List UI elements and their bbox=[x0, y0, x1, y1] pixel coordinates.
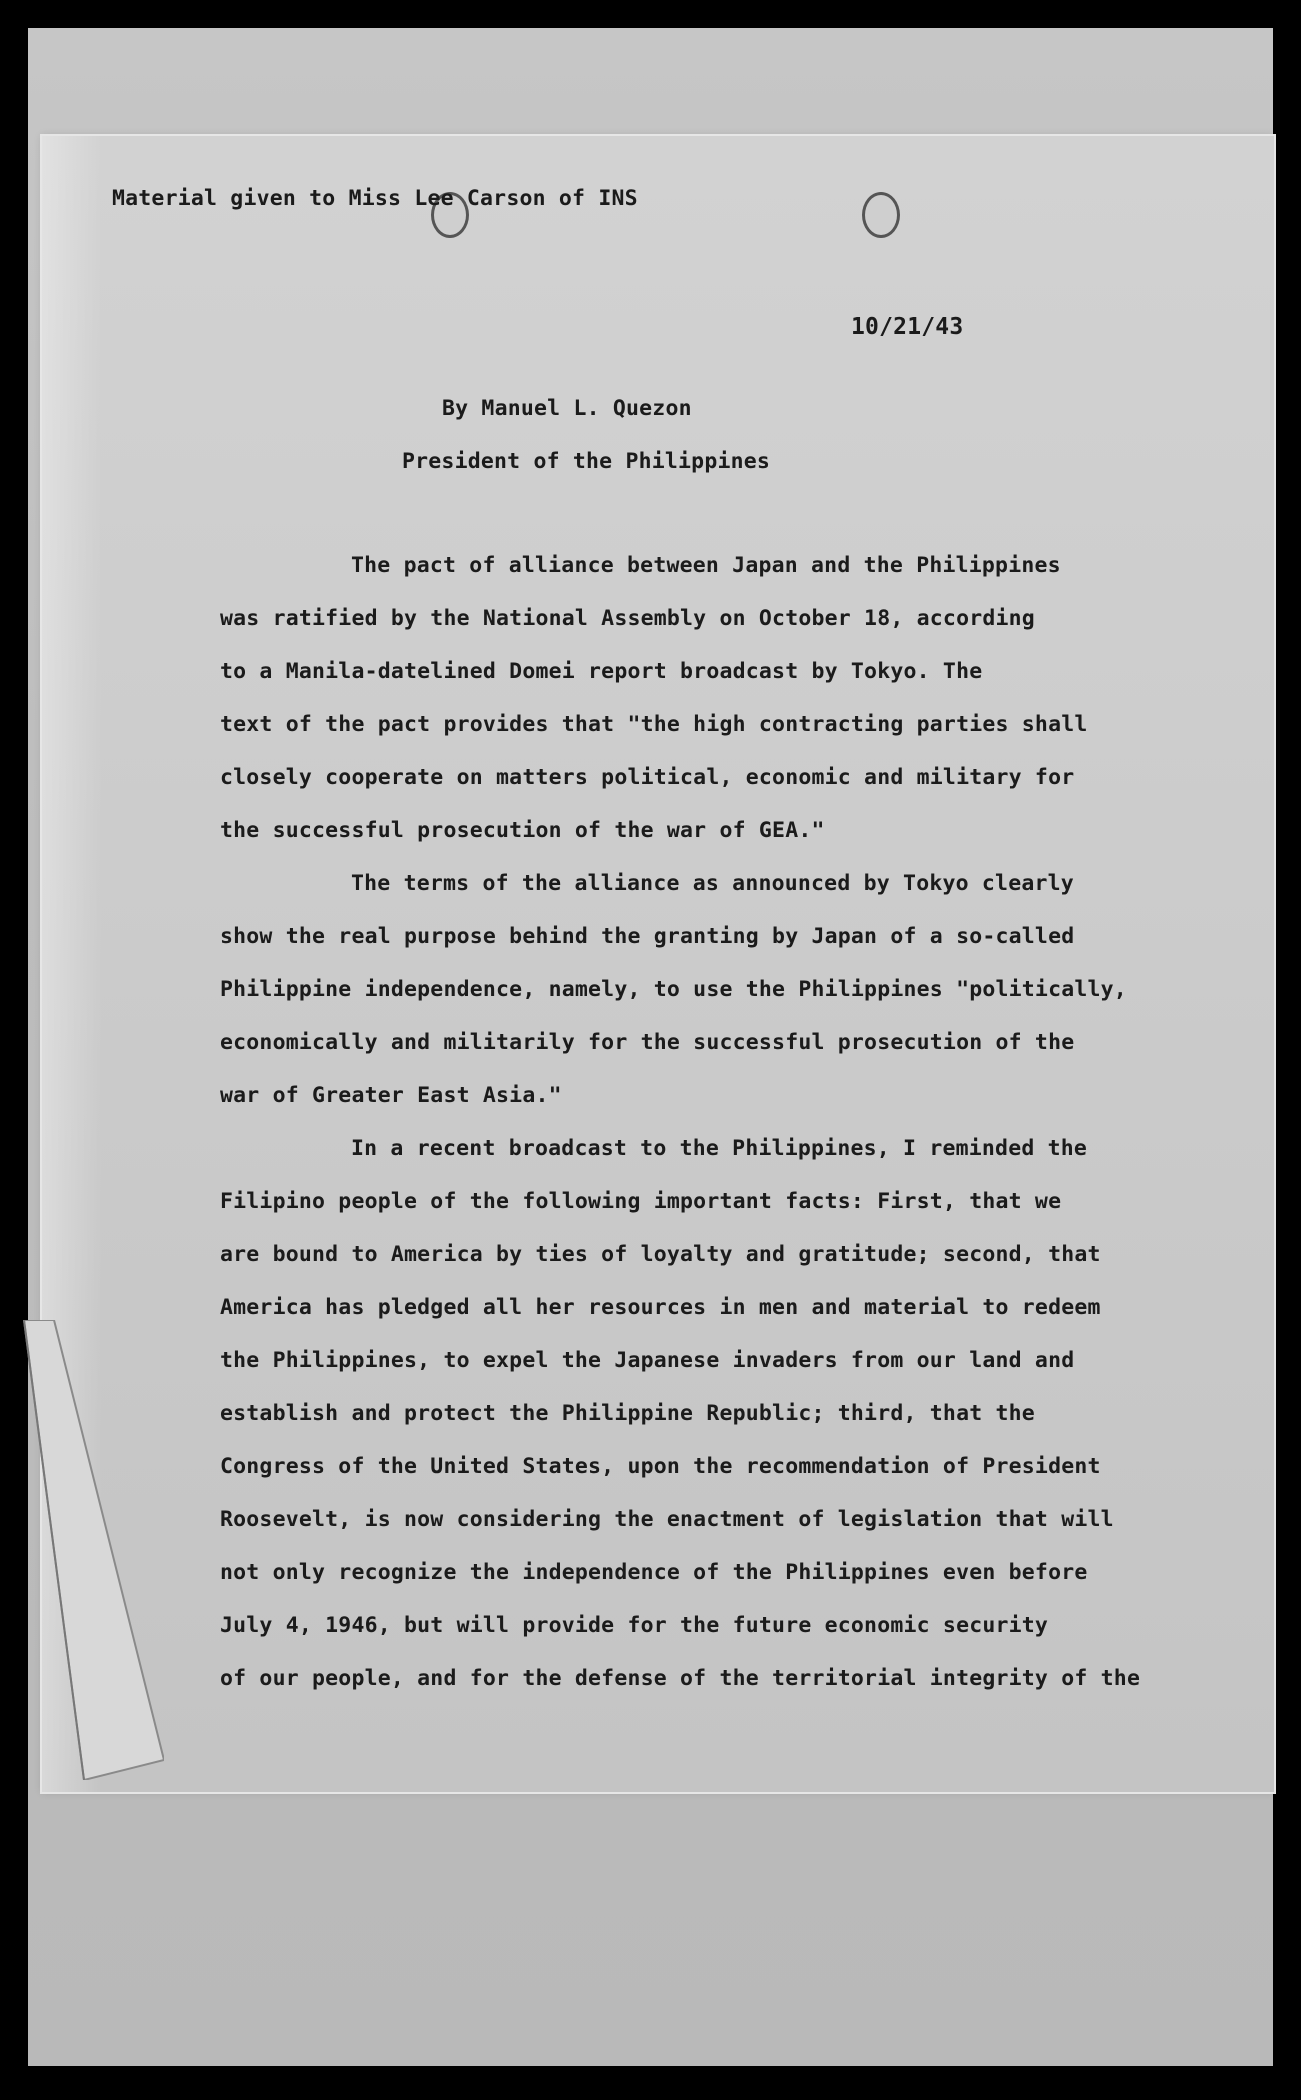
paragraph-1-line-4: text of the pact provides that "the high contracting parties shall bbox=[220, 712, 1088, 737]
paragraph-3-line-1: In a recent broadcast to the Philippines, I reminded the bbox=[351, 1136, 1088, 1161]
paragraph-2-line-3: Philippine independence, namely, to use the Philippines "politically, bbox=[220, 977, 1127, 1002]
author-title: President of the Philippines bbox=[402, 449, 771, 474]
header-note: Material given to Miss Lee Carson of INS bbox=[112, 186, 638, 211]
paragraph-2-line-4: economically and militarily for the successful prosecution of the bbox=[220, 1030, 1075, 1055]
paragraph-1-line-1: The pact of alliance between Japan and the Philippines bbox=[351, 553, 1061, 578]
document-date: 10/21/43 bbox=[851, 314, 964, 340]
paragraph-3-line-5: the Philippines, to expel the Japanese invaders from our land and bbox=[220, 1348, 1075, 1373]
paragraph-3-line-9: not only recognize the independence of the Philippines even before bbox=[220, 1560, 1088, 1585]
paragraph-3-line-2: Filipino people of the following important facts: First, that we bbox=[220, 1189, 1062, 1214]
paragraph-1-line-5: closely cooperate on matters political, economic and military for bbox=[220, 765, 1075, 790]
paragraph-3-line-4: America has pledged all her resources in men and material to redeem bbox=[220, 1295, 1101, 1320]
punch-hole-icon bbox=[862, 192, 900, 238]
paragraph-3-line-8: Roosevelt, is now considering the enactment of legislation that will bbox=[220, 1507, 1114, 1532]
paragraph-1-line-2: was ratified by the National Assembly on October 18, according bbox=[220, 606, 1035, 631]
paragraph-3-line-7: Congress of the United States, upon the recommendation of President bbox=[220, 1454, 1101, 1479]
folded-tab-decoration bbox=[14, 1320, 164, 1780]
paragraph-2-line-5: war of Greater East Asia." bbox=[220, 1083, 562, 1108]
folded-tab-shape bbox=[24, 1320, 164, 1780]
document-sheet bbox=[42, 136, 1274, 1792]
paragraph-2-line-2: show the real purpose behind the granting by Japan of a so-called bbox=[220, 924, 1075, 949]
paragraph-3-line-6: establish and protect the Philippine Republic; third, that the bbox=[220, 1401, 1035, 1426]
byline: By Manuel L. Quezon bbox=[442, 396, 692, 421]
paragraph-3-line-10: July 4, 1946, but will provide for the future economic security bbox=[220, 1613, 1049, 1638]
paragraph-3-line-11: of our people, and for the defense of the territorial integrity of the bbox=[220, 1666, 1141, 1691]
paragraph-3-line-3: are bound to America by ties of loyalty and gratitude; second, that bbox=[220, 1242, 1101, 1267]
paragraph-1-line-3: to a Manila-datelined Domei report broadcast by Tokyo. The bbox=[220, 659, 983, 684]
paragraph-2-line-1: The terms of the alliance as announced by Tokyo clearly bbox=[351, 871, 1074, 896]
paragraph-1-line-6: the successful prosecution of the war of GEA." bbox=[220, 818, 825, 843]
